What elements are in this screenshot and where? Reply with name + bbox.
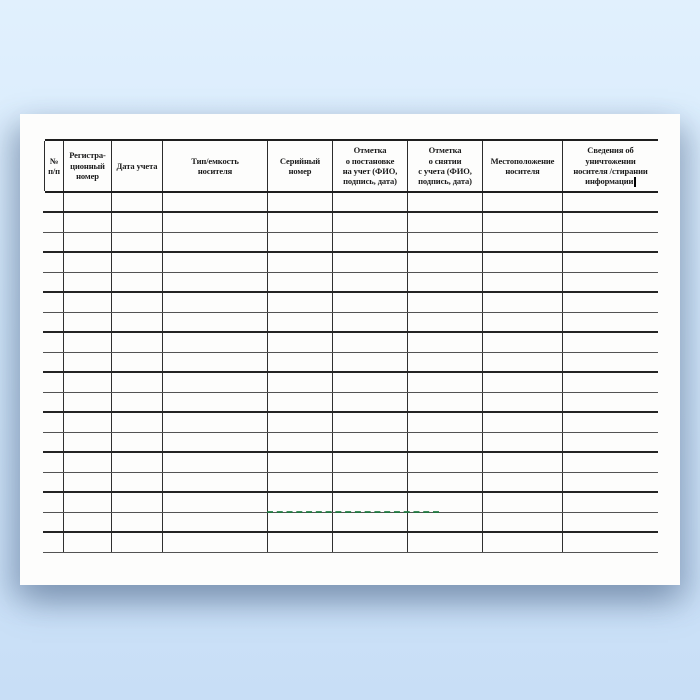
cell-media-type-capacity[interactable] [163,233,268,251]
cell-registration-mark[interactable] [333,493,408,512]
cell-row-number[interactable] [43,373,64,392]
cell-serial-number[interactable] [268,253,333,272]
cell-media-location[interactable] [483,413,563,432]
cell-accounting-date[interactable] [112,313,163,331]
cell-deregistration-mark[interactable] [408,473,483,491]
cell-destruction-info[interactable] [563,413,658,432]
cell-deregistration-mark[interactable] [408,373,483,392]
cell-serial-number[interactable] [268,373,333,392]
header-label-line: подпись, дата) [343,176,397,187]
table-row [43,193,658,213]
cell-deregistration-mark[interactable] [408,273,483,291]
cell-registration-mark[interactable] [333,373,408,392]
cell-accounting-date[interactable] [112,373,163,392]
cell-accounting-date[interactable] [112,233,163,251]
cell-media-location[interactable] [483,293,563,312]
cell-serial-number[interactable] [268,213,333,232]
cell-serial-number[interactable] [268,193,333,211]
header-label-line: Отметка [353,145,387,156]
cell-destruction-info[interactable] [563,433,658,451]
header-label-line: п/п [48,166,60,176]
cell-registration-number[interactable] [64,453,112,472]
cell-accounting-date[interactable] [112,393,163,411]
cell-serial-number[interactable] [268,333,333,352]
cell-deregistration-mark[interactable] [408,353,483,371]
column-header-row-number[interactable] [45,141,64,191]
cell-accounting-date[interactable] [112,213,163,232]
cell-registration-mark[interactable] [333,233,408,251]
cell-row-number[interactable] [43,513,64,531]
cell-destruction-info[interactable] [563,333,658,352]
cell-serial-number[interactable] [268,353,333,371]
cell-destruction-info[interactable] [563,233,658,251]
header-label-line: информации [585,176,634,187]
cell-row-number[interactable] [43,273,64,291]
cell-deregistration-mark[interactable] [408,313,483,331]
cell-media-type-capacity[interactable] [163,433,268,451]
cell-registration-number[interactable] [64,213,112,232]
cell-row-number[interactable] [43,293,64,312]
cell-registration-mark[interactable] [333,213,408,232]
table-row [43,253,658,273]
table-row [43,493,658,513]
cell-destruction-info[interactable] [563,213,658,232]
cell-registration-number[interactable] [64,193,112,211]
cell-deregistration-mark[interactable] [408,293,483,312]
cell-row-number[interactable] [43,253,64,272]
cell-destruction-info[interactable] [563,373,658,392]
cell-media-location[interactable] [483,533,563,552]
cell-registration-number[interactable] [64,233,112,251]
cell-accounting-date[interactable] [112,453,163,472]
column-header-accounting-date[interactable] [112,141,163,191]
cell-accounting-date[interactable] [112,273,163,291]
cell-registration-number[interactable] [64,393,112,411]
cell-accounting-date[interactable] [112,293,163,312]
header-label-line: уничтожении [585,155,636,166]
column-header-destruction-info[interactable] [563,141,658,191]
cell-destruction-info[interactable] [563,193,658,211]
cell-serial-number[interactable] [268,513,333,531]
cell-media-type-capacity[interactable] [163,453,268,472]
table-body [43,193,658,553]
header-label-line: Регистра- [69,150,106,161]
column-header-serial-number[interactable] [268,141,333,191]
cell-registration-mark[interactable] [333,293,408,312]
cell-accounting-date[interactable] [112,513,163,531]
cell-media-type-capacity[interactable] [163,313,268,331]
cell-registration-number[interactable] [64,433,112,451]
cell-serial-number[interactable] [268,493,333,512]
cell-destruction-info[interactable] [563,393,658,411]
column-header-registration-number[interactable] [64,141,112,191]
header-label-line: носителя [197,166,233,176]
table-row [43,433,658,453]
cell-accounting-date[interactable] [112,193,163,211]
cell-row-number[interactable] [43,413,64,432]
cell-media-type-capacity[interactable] [163,293,268,312]
header-label-line: носителя [505,166,540,176]
cell-media-type-capacity[interactable] [163,533,268,552]
cell-row-number[interactable] [43,213,64,232]
table-header-row [45,139,658,193]
cell-row-number[interactable] [43,233,64,251]
cell-registration-mark[interactable] [333,273,408,291]
cell-deregistration-mark[interactable] [408,233,483,251]
cell-accounting-date[interactable] [112,333,163,352]
cell-destruction-info[interactable] [563,473,658,491]
header-label-line: на учет (ФИО, [342,166,398,176]
cell-media-location[interactable] [483,333,563,352]
header-label-line: Местоположение [490,155,555,166]
cell-deregistration-mark[interactable] [408,213,483,232]
table-row [43,413,658,433]
cell-row-number[interactable] [43,433,64,451]
table-row [43,353,658,373]
cell-media-type-capacity[interactable] [163,373,268,392]
cell-registration-number[interactable] [64,413,112,432]
cell-registration-mark[interactable] [333,453,408,472]
table-row [43,333,658,353]
cell-destruction-info[interactable] [563,453,658,472]
cell-media-location[interactable] [483,193,563,211]
header-label-line: Серийный [279,155,321,166]
column-header-media-type-capacity[interactable] [163,141,268,191]
table-row [43,233,658,253]
cell-registration-number[interactable] [64,273,112,291]
cell-serial-number[interactable] [268,433,333,451]
cell-media-type-capacity[interactable] [163,353,268,371]
table-row [43,273,658,293]
cell-registration-mark[interactable] [333,353,408,371]
cell-registration-number[interactable] [64,513,112,531]
cell-accounting-date[interactable] [112,473,163,491]
cell-media-location[interactable] [483,353,563,371]
table-row [43,373,658,393]
cell-deregistration-mark[interactable] [408,433,483,451]
cell-registration-number[interactable] [64,473,112,491]
cell-accounting-date[interactable] [112,253,163,272]
cell-destruction-info[interactable] [563,253,658,272]
cell-accounting-date[interactable] [112,493,163,512]
cell-registration-number[interactable] [64,493,112,512]
table-row [43,473,658,493]
cell-media-type-capacity[interactable] [163,333,268,352]
cell-serial-number[interactable] [268,453,333,472]
cell-media-type-capacity[interactable] [163,473,268,491]
cell-deregistration-mark[interactable] [408,493,483,512]
cell-media-location[interactable] [483,433,563,451]
header-label-line: носителя /стирании [573,166,648,176]
cell-registration-mark[interactable] [333,333,408,352]
table-row [43,393,658,413]
cell-serial-number[interactable] [268,293,333,312]
document-sheet [20,114,680,585]
cell-media-location[interactable] [483,313,563,331]
cell-row-number[interactable] [43,533,64,552]
cell-media-location[interactable] [483,453,563,472]
cell-deregistration-mark[interactable] [408,393,483,411]
cell-serial-number[interactable] [268,313,333,331]
cell-registration-mark[interactable] [333,413,408,432]
cell-media-type-capacity[interactable] [163,273,268,291]
cell-destruction-info[interactable] [563,533,658,552]
cell-registration-mark[interactable] [333,253,408,272]
cell-row-number[interactable] [43,473,64,491]
cell-accounting-date[interactable] [112,413,163,432]
cell-serial-number[interactable] [268,273,333,291]
cell-media-location[interactable] [483,493,563,512]
header-label-line: номер [288,166,312,176]
table-row [43,213,658,233]
cell-media-location[interactable] [483,213,563,232]
cell-deregistration-mark[interactable] [408,333,483,352]
cell-media-type-capacity[interactable] [163,493,268,512]
cell-registration-mark[interactable] [333,193,408,211]
cell-media-location[interactable] [483,233,563,251]
cell-deregistration-mark[interactable] [408,513,483,531]
header-label-line: Сведения об [587,145,634,156]
cell-deregistration-mark[interactable] [408,453,483,472]
cell-deregistration-mark[interactable] [408,413,483,432]
cell-serial-number[interactable] [268,393,333,411]
cell-row-number[interactable] [43,193,64,211]
cell-registration-number[interactable] [64,333,112,352]
cell-destruction-info[interactable] [563,353,658,371]
cell-serial-number[interactable] [268,233,333,251]
header-label-line: с учета (ФИО, [418,166,472,176]
cell-row-number[interactable] [43,493,64,512]
cell-destruction-info[interactable] [563,513,658,531]
cell-serial-number[interactable] [268,413,333,432]
cell-media-type-capacity[interactable] [163,513,268,531]
table-row [43,513,658,533]
table-row [43,533,658,553]
cell-media-location[interactable] [483,373,563,392]
cell-deregistration-mark[interactable] [408,193,483,211]
cell-destruction-info[interactable] [563,273,658,291]
cell-accounting-date[interactable] [112,433,163,451]
cell-registration-mark[interactable] [333,473,408,491]
cell-media-location[interactable] [483,393,563,411]
table-row [43,453,658,473]
column-header-deregistration-mark[interactable] [408,141,483,191]
cell-registration-number[interactable] [64,313,112,331]
cell-destruction-info[interactable] [563,313,658,331]
cell-media-type-capacity[interactable] [163,253,268,272]
cell-media-location[interactable] [483,273,563,291]
cell-destruction-info[interactable] [563,293,658,312]
column-header-registration-mark[interactable] [333,141,408,191]
cell-media-location[interactable] [483,253,563,272]
cell-media-location[interactable] [483,513,563,531]
header-label-line: подпись, дата) [418,176,472,187]
cell-registration-mark[interactable] [333,433,408,451]
table-row [43,293,658,313]
header-label-line: номер [76,171,99,182]
cell-row-number[interactable] [43,353,64,371]
cell-registration-mark[interactable] [333,533,408,552]
cell-media-type-capacity[interactable] [163,213,268,232]
cell-accounting-date[interactable] [112,353,163,371]
cell-serial-number[interactable] [268,473,333,491]
cell-accounting-date[interactable] [112,533,163,552]
cell-registration-mark[interactable] [333,513,408,531]
header-label-line: о постановке [345,155,395,166]
header-label-line: № [49,155,59,166]
cell-media-type-capacity[interactable] [163,193,268,211]
cell-media-location[interactable] [483,473,563,491]
cell-row-number[interactable] [43,333,64,352]
text-cursor [634,177,636,187]
cell-media-type-capacity[interactable] [163,413,268,432]
cell-registration-mark[interactable] [333,313,408,331]
cell-registration-number[interactable] [64,353,112,371]
cell-row-number[interactable] [43,453,64,472]
cell-destruction-info[interactable] [563,493,658,512]
cell-row-number[interactable] [43,393,64,411]
cell-registration-number[interactable] [64,253,112,272]
column-header-media-location[interactable] [483,141,563,191]
header-label-line: Отметка [428,145,462,156]
table-row [43,313,658,333]
cell-deregistration-mark[interactable] [408,533,483,552]
cell-deregistration-mark[interactable] [408,253,483,272]
cell-registration-number[interactable] [64,293,112,312]
header-label-line: ционный [70,160,105,171]
header-label-line: Тип/емкость [191,155,239,166]
watermark-dashed-line [267,511,439,513]
cell-serial-number[interactable] [268,533,333,552]
header-label-line: о снятии [428,155,462,166]
cell-registration-mark[interactable] [333,393,408,411]
cell-media-type-capacity[interactable] [163,393,268,411]
header-label-line: Дата учета [116,160,158,171]
media-registry-table [45,139,658,553]
cell-row-number[interactable] [43,313,64,331]
cell-registration-number[interactable] [64,373,112,392]
cell-registration-number[interactable] [64,533,112,552]
